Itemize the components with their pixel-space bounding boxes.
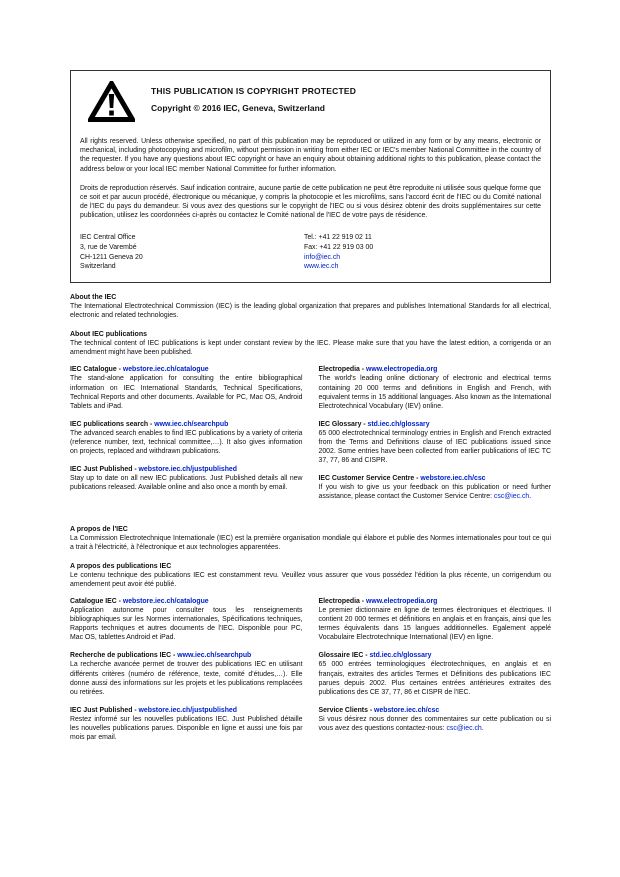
pub-title xyxy=(70,466,303,473)
copyright-box-header xyxy=(80,81,541,127)
pub-body: The stand-alone application for consulting the entire bibliographical information on IEC International Standards, Technical Specifications, Technical Reports and other documents. Available for PC, Mac OS, Android Tablets and iPad. xyxy=(70,375,303,410)
copyright-paragraph-en: All rights reserved. Unless otherwise specified, no part of this publication may be reproduced or utilized in any form or by any means, electronic or mechanical, including photocopying and microfilm, without permission in writing from either IEC or IEC's member National Committee in the country of the requester. If you have any questions about IEC copyright or have an enquiry about obtaining additional rights to this publication, please contact the address below or your local IEC member National Committee for further information. xyxy=(80,138,541,173)
copyright-paragraph-fr: Droits de reproduction réservés. Sauf indication contraire, aucune partie de cette publication ne peut être reproduite ni utilisée sous quelque forme que ce soit et par aucun procédé, électronique ou mécanique, y compris la photocopie et les microfilms, sans l'accord écrit de l'IEC ou du Comité national de l'IEC du pays du demandeur. Si vous avez des questions sur le copyright de l'IEC ou si vous désirez obtenir des droits supplémentaires sur cette publication, utilisez les coordonnées ci-après ou contactez le Comité national de l'IEC de votre pays de résidence. xyxy=(80,184,541,220)
pub-name: IEC Just Published - xyxy=(70,706,139,714)
pub-body xyxy=(319,483,552,501)
about-publications-heading-fr: A propos des publications IEC xyxy=(70,562,172,570)
pub-title xyxy=(319,652,552,659)
website-link[interactable]: www.iec.ch xyxy=(304,263,339,271)
address-block xyxy=(80,233,304,272)
pub-title xyxy=(319,366,552,373)
pub-link[interactable]: webstore.iec.ch/csc xyxy=(420,475,486,483)
pub-title xyxy=(70,707,303,714)
pub-name: IEC Glossary - xyxy=(318,420,368,428)
csc-email-link[interactable]: csc@iec.ch xyxy=(493,493,530,501)
pub-name: IEC Just Published - xyxy=(70,466,139,474)
pub-entry-iec-just-published-en xyxy=(70,466,303,492)
pub-entry-catalogue-iec xyxy=(70,598,303,642)
about-iec-heading-fr: A propos de l'IEC xyxy=(70,525,128,533)
pub-body-text: Si vous désirez nous donner des commentaires sur cette publication ou si vous avez des questions contactez-nous: xyxy=(318,715,551,732)
pub-name: Catalogue IEC - xyxy=(70,597,123,605)
pub-name: Recherche de publications IEC - xyxy=(70,652,178,660)
about-iec-text-fr: La Commission Electrotechnique Internationale (IEC) est la première organisation mondiale qui élabore et publie des Normes internationales pour tout ce qui a trait à l'électricité, à l'électronique et aux technologies apparentées. xyxy=(70,534,551,551)
pub-name: Electropedia - xyxy=(318,366,366,374)
about-iec-heading-en: About the IEC xyxy=(70,294,117,301)
pub-title xyxy=(319,475,552,482)
about-publications-heading-en: About IEC publications xyxy=(70,331,147,339)
publications-column-left-fr xyxy=(70,598,303,752)
pub-body-end: . xyxy=(481,724,484,732)
pub-body-text: If you wish to give us your feedback on this publication or need further assistance, please contact the Customer Service Centre: xyxy=(318,484,551,501)
pub-name: IEC Customer Service Centre - xyxy=(318,475,421,483)
publications-column-right-fr xyxy=(319,598,552,752)
pub-link[interactable]: webstore.iec.ch/justpublished xyxy=(138,466,237,474)
pub-entry-glossaire-iec xyxy=(319,652,552,696)
about-iec-text-en: The International Electrotechnical Commission (IEC) is the leading global organization that prepares and publishes International Standards for all electrical, electronic and related technologies. xyxy=(70,303,551,320)
about-publications-text-fr: Le contenu technique des publications IEC est constamment revu. Veuillez vous assurer que vous possédez l'édition la plus récente, un corrigendum ou amendement peut avoir été publié. xyxy=(70,571,551,588)
pub-entry-customer-service-centre xyxy=(319,475,552,501)
about-iec-section-fr xyxy=(70,526,551,753)
pub-title xyxy=(70,652,303,659)
pub-entry-electropedia-en xyxy=(319,366,552,410)
pub-entry-iec-glossary xyxy=(319,421,552,465)
pub-body: La recherche avancée permet de trouver des publications IEC en utilisant différents critères (numéro de référence, texte, comité d'études,…). Elle donne aussi des informations sur les projets et les publications remplacées ou retirées. xyxy=(70,661,303,696)
publications-column-right-en xyxy=(319,366,552,511)
pub-name: Service Clients - xyxy=(318,706,375,714)
pub-body xyxy=(319,715,552,733)
pub-name: Electropedia - xyxy=(318,597,366,605)
about-publications-text-en: The technical content of IEC publications is kept under constant review by the IEC. Please make sure that you have the latest edition, a corrigenda or an amendment might have been published. xyxy=(70,340,551,357)
pub-name: IEC Catalogue - xyxy=(70,366,123,374)
pub-link[interactable]: webstore.iec.ch/catalogue xyxy=(122,366,209,374)
email-link[interactable]: info@iec.ch xyxy=(304,253,341,261)
pub-link[interactable]: webstore.iec.ch/catalogue xyxy=(122,597,209,605)
pub-body: 65 000 electrotechnical terminology entries in English and French extracted from the Terms and Definitions clause of IEC publications issued since 2002. Some entries have been collected from earlier publications of IEC TC 37, 77, 86 and CISPR. xyxy=(318,429,551,465)
pub-entry-service-clients xyxy=(319,707,552,733)
contact-details xyxy=(304,233,541,272)
pub-body: Application autonome pour consulter tous les renseignements bibliographiques sur les Normes internationales, Spécifications techniques, Rapports techniques et autres documents de l'IEC. Disponible pour PC, Mac OS, tablettes Android et iPad. xyxy=(70,606,303,642)
warning-triangle-icon xyxy=(88,81,135,127)
pub-body: Stay up to date on all new IEC publications. Just Published details all new publications released. Available online and also once a month by email. xyxy=(70,475,303,492)
fax-line: Fax: +41 22 919 03 00 xyxy=(304,244,374,252)
page-content xyxy=(70,70,551,752)
tel-line: Tel.: +41 22 919 02 11 xyxy=(304,234,372,242)
pub-entry-electropedia-fr xyxy=(319,598,552,642)
pub-body: The world's leading online dictionary of electronic and electrical terms containing 20 000 terms and definitions in English and French, with equivalent terms in 15 additional languages. Also known as the International Electrotechnical Vocabulary (IEV) online. xyxy=(318,375,551,410)
pub-link[interactable]: std.iec.ch/glossary xyxy=(369,652,432,660)
copyright-box xyxy=(70,70,551,283)
pub-entry-iec-catalogue xyxy=(70,366,303,410)
copyright-subtitle: Copyright © 2016 IEC, Geneva, Switzerland xyxy=(151,103,325,113)
copyright-titles xyxy=(151,81,356,113)
publications-columns-en xyxy=(70,366,551,511)
pub-body: Restez informé sur les nouvelles publications IEC. Just Published détaille les nouvelles publications parues. Disponible en ligne et aussi une fois par mois par email. xyxy=(70,715,303,742)
address-line: Switzerland xyxy=(80,263,116,271)
pub-title xyxy=(319,421,552,428)
copyright-title: THIS PUBLICATION IS COPYRIGHT PROTECTED xyxy=(151,86,357,96)
publications-column-left-en xyxy=(70,366,303,511)
pub-title xyxy=(70,366,303,373)
about-iec-section-en xyxy=(70,294,551,512)
pub-name: IEC publications search - xyxy=(70,420,155,428)
pub-link[interactable]: www.electropedia.org xyxy=(365,597,438,605)
csc-email-link-fr[interactable]: csc@iec.ch xyxy=(446,724,482,732)
pub-body-end: . xyxy=(529,493,532,501)
pub-entry-iec-just-published-fr xyxy=(70,707,303,742)
pub-title xyxy=(319,598,552,605)
pub-entry-recherche-publications xyxy=(70,652,303,696)
pub-link[interactable]: www.iec.ch/searchpub xyxy=(177,652,252,660)
pub-body: Le premier dictionnaire en ligne de termes électroniques et électriques. Il contient 20 000 termes et définitions en anglais et en français, ainsi que les termes équivalents dans 15 langues additionnelles. Egalement appelé Vocabulaire Electrotechnique International (IEV) en ligne. xyxy=(318,606,551,642)
address-line: IEC Central Office xyxy=(80,234,136,242)
pub-body: 65 000 entrées terminologiques électrotechniques, en anglais et en français, extraites des articles Termes et Définitions des publications IEC parues depuis 2002. Plus certaines entrées antérieures extraites des publications des CE 37, 77, 86 et CISPR de l'IEC. xyxy=(318,661,551,696)
pub-title xyxy=(70,598,303,605)
pub-link[interactable]: www.iec.ch/searchpub xyxy=(154,420,229,428)
contact-block xyxy=(80,233,541,272)
pub-name: Glossaire IEC - xyxy=(318,652,370,660)
pub-link[interactable]: webstore.iec.ch/justpublished xyxy=(138,706,237,714)
address-line: 3, rue de Varembé xyxy=(80,244,137,252)
pub-link[interactable]: www.electropedia.org xyxy=(365,366,438,374)
pub-body: The advanced search enables to find IEC publications by a variety of criteria (reference number, text, technical committee,…). It also gives information on projects, replaced and withdrawn publications. xyxy=(70,429,303,456)
publications-columns-fr xyxy=(70,598,551,752)
pub-entry-iec-publications-search xyxy=(70,421,303,456)
pub-title xyxy=(70,421,303,428)
pub-title xyxy=(319,707,552,714)
pub-link[interactable]: webstore.iec.ch/csc xyxy=(374,706,440,714)
address-line: CH-1211 Geneva 20 xyxy=(80,253,143,261)
pub-link[interactable]: std.iec.ch/glossary xyxy=(367,420,430,428)
